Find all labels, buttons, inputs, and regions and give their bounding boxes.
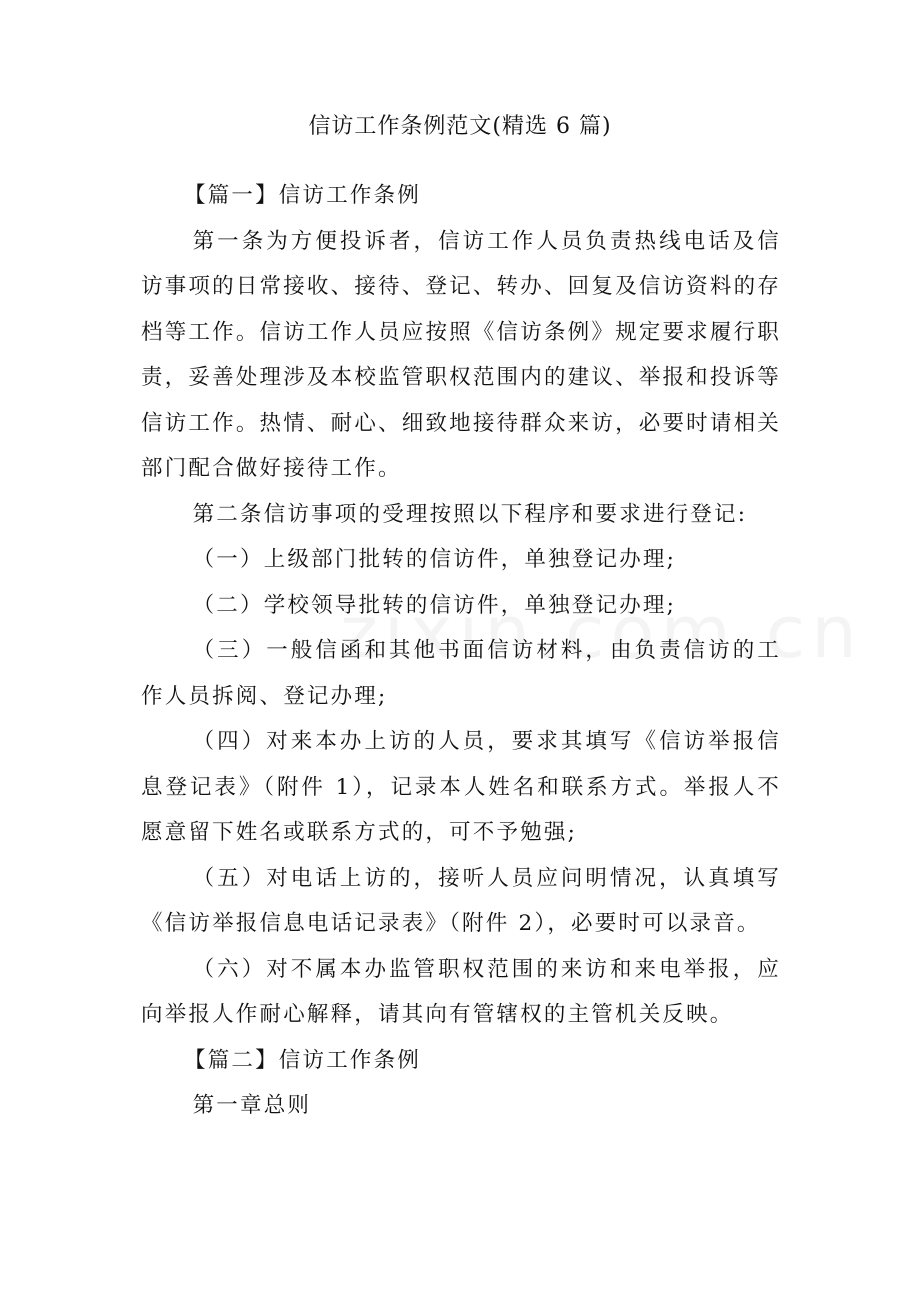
document-body [141, 173, 781, 1129]
paragraph: 第二条信访事项的受理按照以下程序和要求进行登记: [192, 501, 748, 527]
list-item: （二）学校领导批转的信访件，单独登记办理; [192, 592, 677, 618]
document-title: 信访工作条例范文(精选 6 篇) [308, 114, 612, 139]
section-heading: 【篇二】信访工作条例 [184, 1047, 422, 1073]
list-item: （五）对电话上访的，接听人员应问明情况，认真填写《信访举报信息电话记录表》（附件 2），必要时可以录音。 [141, 865, 781, 936]
section-heading: 【篇一】信访工作条例 [184, 183, 422, 208]
list-item: （一）上级部门批转的信访件，单独登记办理; [192, 547, 677, 572]
paragraph: 第一条为方便投诉者，信访工作人员负责热线电话及信访事项的日常接收、接待、登记、转办、回复及信访资料的存档等工作。信访工作人员应按照《信访条例》规定要求履行职责，妥善处理涉及本校监管职权范围内的建议、举报和投诉等信访工作。热情、耐心、细致地接待群众来访，必要时请相关部门配合做好接待工作。 [141, 228, 781, 481]
list-item: （六）对不属本办监管职权范围的来访和来电举报，应向举报人作耐心解释，请其向有管辖权的主管机关反映。 [141, 956, 781, 1027]
list-item: （四）对来本办上访的人员，要求其填写《信访举报信息登记表》（附件 1），记录本人姓名和联系方式。举报人不愿意留下姓名或联系方式的，可不予勉强; [141, 729, 781, 845]
list-item: （三）一般信函和其他书面信访材料，由负责信访的工作人员拆阅、登记办理; [141, 638, 781, 709]
chapter-heading: 第一章总则 [192, 1093, 312, 1118]
